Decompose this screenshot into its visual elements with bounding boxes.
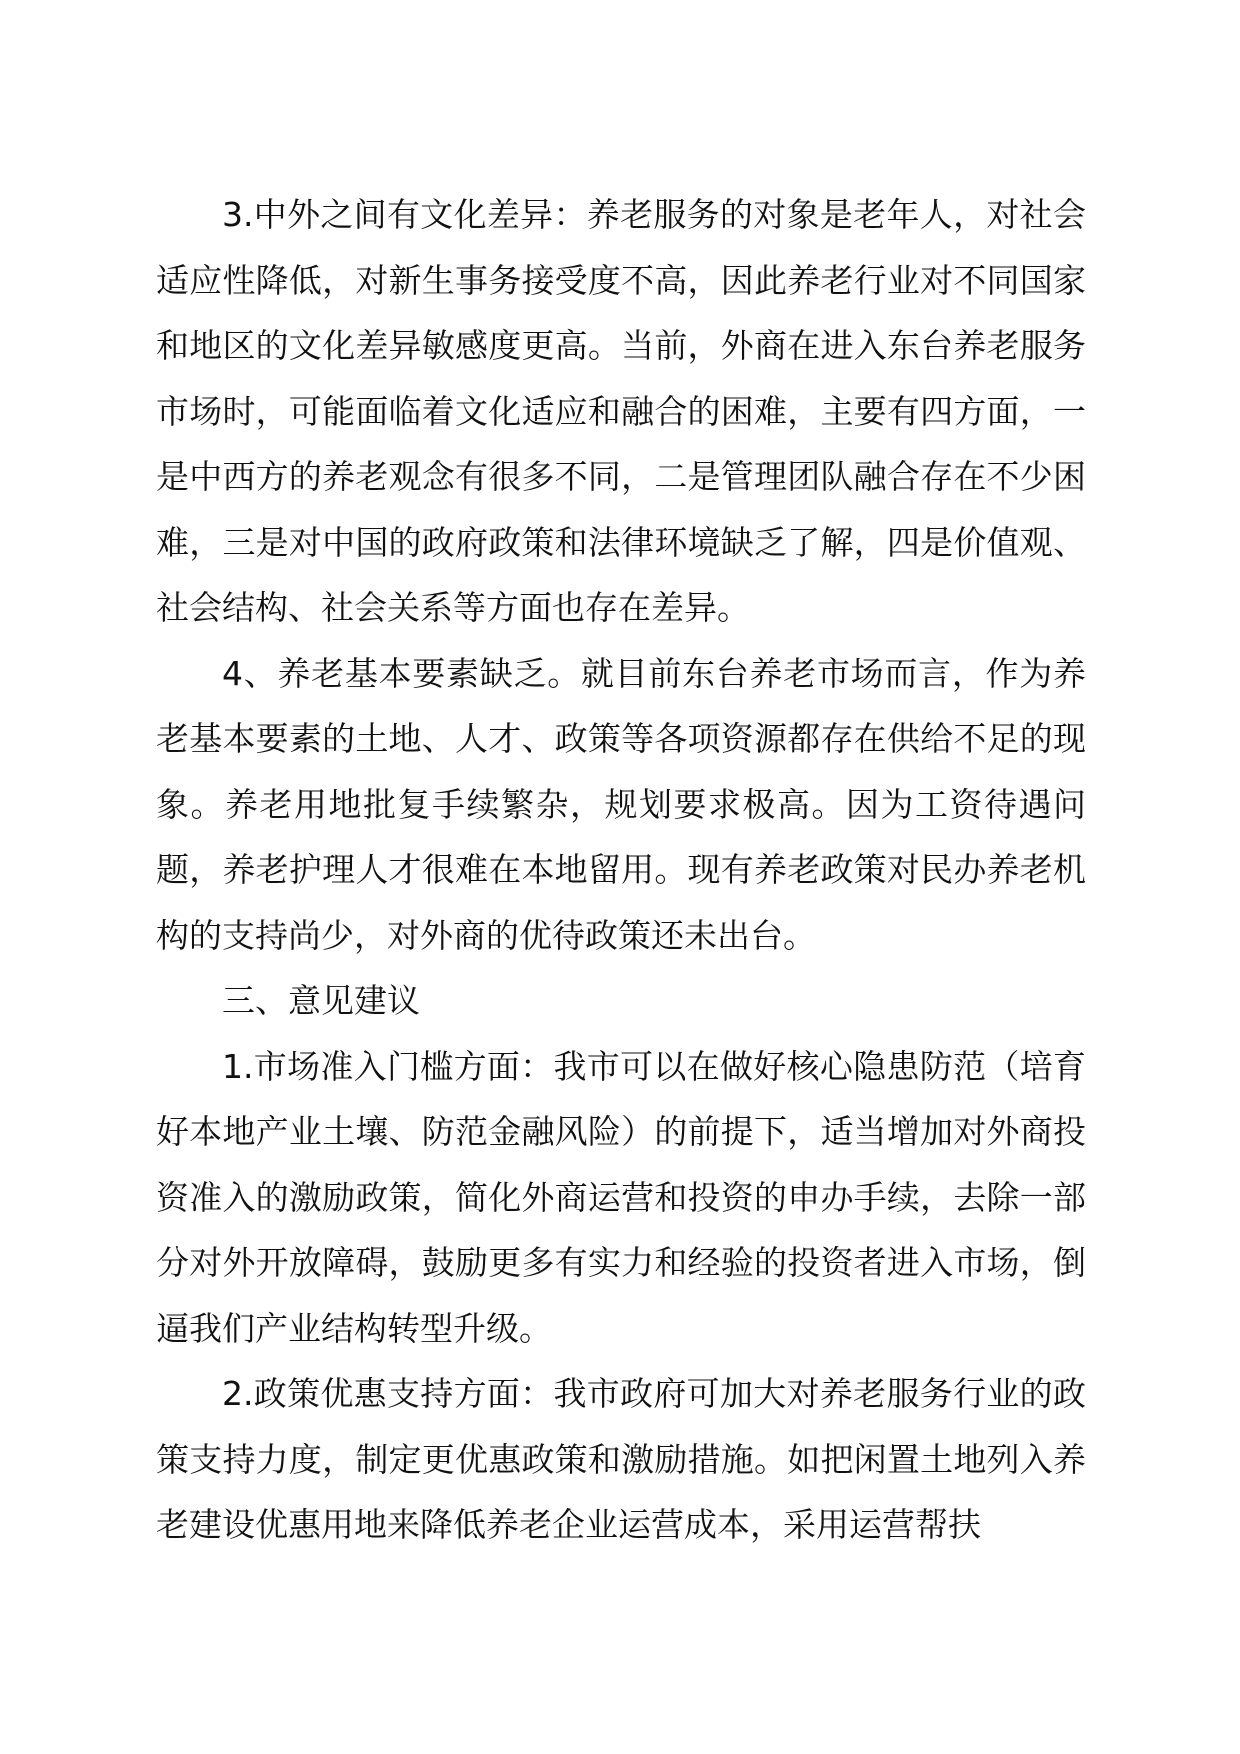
paragraph-cultural-differences: 3.中外之间有文化差异：养老服务的对象是老年人，对社会适应性降低，对新生事务接受度不高，因此养老行业对不同国家和地区的文化差异敏感度更高。当前，外商在进入东台养老服务市场时，可能面临着文化适应和融合的困难，主要有四方面，一是中西方的养老观念有很多不同，二是管理团队融合存在不少困难，三是对中国的政府政策和法律环境缺乏了解，四是价值观、社会结构、社会关系等方面也存在差异。	[156, 195, 1086, 627]
document-body	[156, 182, 1086, 1558]
paragraph-policy-support: 2.政策优惠支持方面：我市政府可加大对养老服务行业的政策支持力度，制定更优惠政策和激励措施。如把闲置土地列入养老建设优惠用地来降低养老企业运营成本，采用运营帮扶	[156, 1374, 1086, 1544]
paragraph-market-access: 1.市场准入门槛方面：我市可以在做好核心隐患防范（培育好本地产业土壤、防范金融风险）的前提下，适当增加对外商投资准入的激励政策，简化外商运营和投资的申办手续，去除一部分对外开放障碍，鼓励更多有实力和经验的投资者进入市场，倒逼我们产业结构转型升级。	[156, 1046, 1086, 1348]
paragraph-basic-elements: 4、养老基本要素缺乏。就目前东台养老市场而言，作为养老基本要素的土地、人才、政策等各项资源都存在供给不足的现象。养老用地批复手续繁杂，规划要求极高。因为工资待遇问题，养老护理人才很难在本地留用。现有养老政策对民办养老机构的支持尚少，对外商的优待政策还未出台。	[156, 653, 1086, 955]
section-heading-suggestions: 三、意见建议	[222, 981, 420, 1020]
